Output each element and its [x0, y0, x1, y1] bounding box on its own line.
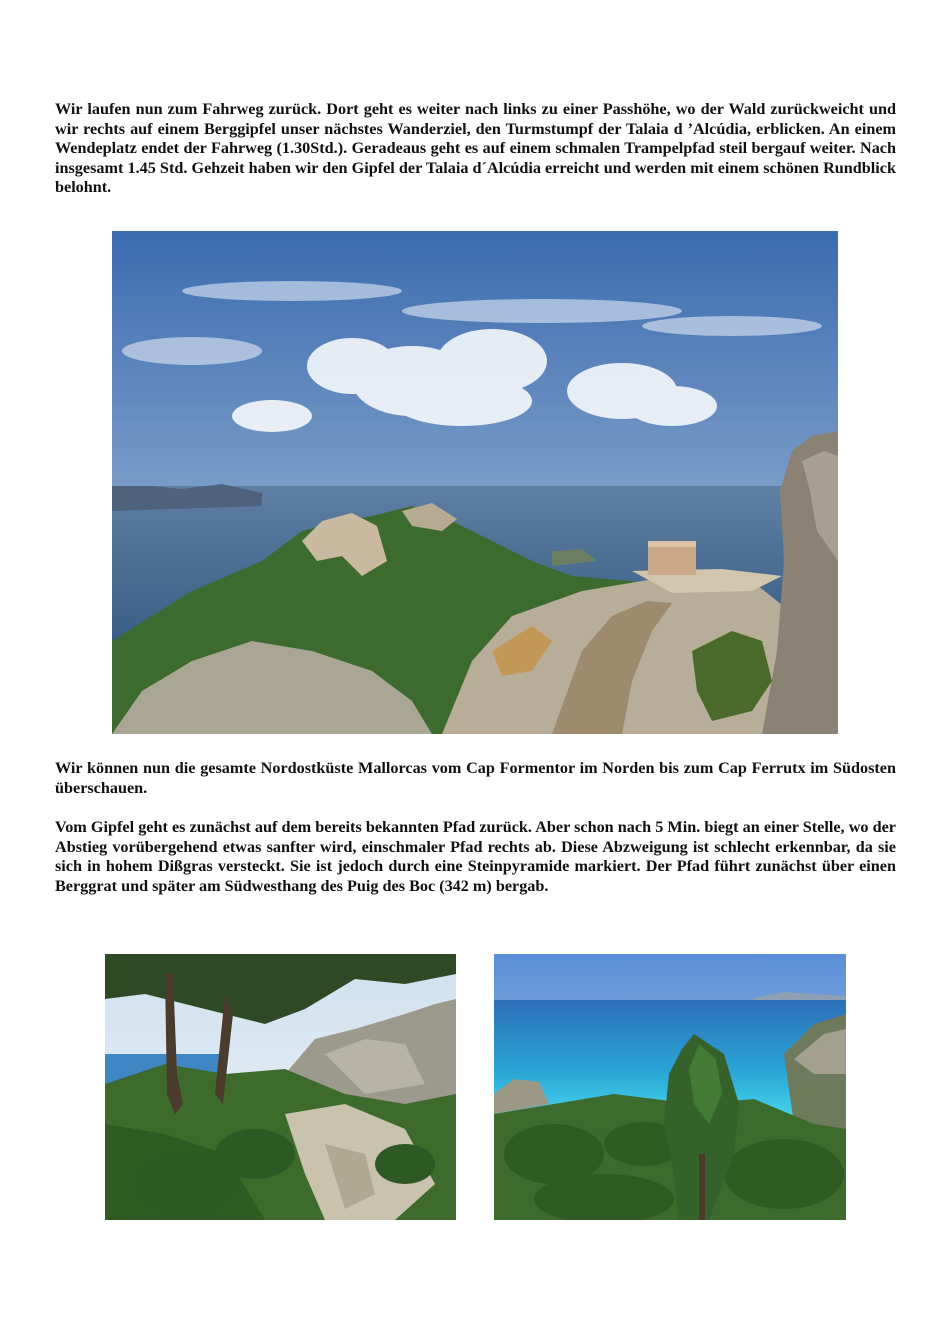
photo-summit-panorama — [112, 231, 838, 734]
photo-turquoise-bay — [494, 954, 846, 1220]
paragraph-descent: Vom Gipfel geht es zunächst auf dem bereits bekannten Pfad zurück. Aber schon nach 5 Min. biegt an einer Stelle, wo der Abstieg vorübergehend etwas sanfter wird, einschmaler Pfad rechts ab. Diese Abzweigung ist schlecht erkennbar, da sie sich in hohem Dißgras versteckt. Sie ist jedoch durch eine Steinpyramide markiert. Der Pfad führt zunächst über einen Berggrat und später am Südwesthang des Puig des Boc (342 m) bergab. — [55, 818, 896, 895]
paragraph-view: Wir können nun die gesamte Nordostküste Mallorcas vom Cap Formentor im Norden bis zum Cap Ferrutx im Südosten überschauen. — [55, 759, 896, 797]
photo-pine-trail — [105, 954, 456, 1220]
paragraph-intro: Wir laufen nun zum Fahrweg zurück. Dort geht es weiter nach links zu einer Passhöhe, wo der Wald zurückweicht und wir rechts auf einem Berggipfel unser nächstes Wanderziel, den Turmstumpf der Talaia d ’Alcúdia, erblicken. An einem Wendeplatz endet der Fahrweg (1.30Std.). Geradeaus geht es auf einem schmalen Trampelpfad steil bergauf weiter. Nach insgesamt 1.45 Std. Gehzeit haben wir den Gipfel der Talaia d´Alcúdia erreicht und werden mit einem schönen Rundblick belohnt. — [55, 100, 896, 196]
